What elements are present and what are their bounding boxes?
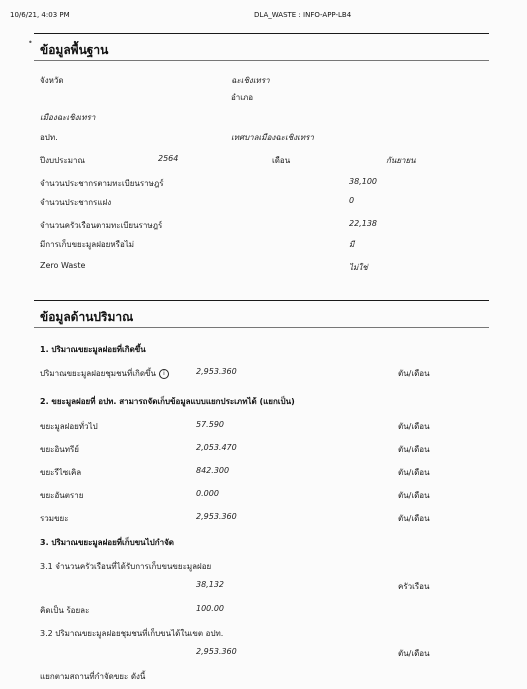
divider: [34, 33, 489, 34]
generated-waste-row: [40, 367, 169, 380]
waste-type-label: ขยะมูลฝอยทั่วไป: [40, 422, 98, 431]
collected-households-label: 3.1 จำนวนครัวเรือนที่ได้รับการเก็บขนขยะมูลฝอย: [40, 562, 212, 571]
disposal-site-label: แยกตามสถานที่กำจัดขยะ ดังนี้: [40, 672, 146, 681]
month-label: เดือน: [272, 156, 291, 165]
waste-type-label: ขยะอินทรีย์: [40, 445, 79, 454]
lao-label: อปท.: [40, 133, 58, 142]
district-value: เมืองฉะเชิงเทรา: [40, 113, 96, 122]
generated-waste-label: ปริมาณขยะมูลฝอยชุมชนที่เกิดขึ้น: [40, 369, 156, 378]
registered-pop-label: จำนวนประชากรตามทะเบียนราษฎร์: [40, 179, 164, 188]
waste-type-unit: ตัน/เดือน: [398, 468, 430, 477]
percent-label: คิดเป็น ร้อยละ: [40, 606, 90, 615]
collected-households-value: 38,132: [196, 580, 224, 589]
budget-year-value: 2564: [158, 154, 179, 163]
collected-waste-value: 2,953.360: [196, 647, 237, 656]
collected-waste-unit: ตัน/เดือน: [398, 649, 430, 658]
lao-value: เทศบาลเมืองฉะเชิงเทรา: [231, 133, 314, 142]
info-icon[interactable]: i: [159, 369, 169, 379]
basic-heading: ข้อมูลพื้นฐาน: [40, 43, 109, 57]
section-1-title: 1. ปริมาณขยะมูลฝอยที่เกิดขึ้น: [40, 345, 146, 354]
province-value: ฉะเชิงเทรา: [231, 76, 270, 85]
percent-value: 100.00: [196, 604, 224, 613]
hidden-pop-label: จำนวนประชากรแฝง: [40, 198, 112, 207]
generated-waste-unit: ตัน/เดือน: [398, 369, 430, 378]
collected-waste-label: 3.2 ปริมาณขยะมูลฝอยชุมชนที่เก็บขนได้ในเขต อปท.: [40, 629, 224, 638]
divider: [34, 327, 489, 328]
divider: [34, 300, 489, 301]
waste-type-label: ขยะอันตราย: [40, 491, 84, 500]
dot-mark: •: [28, 38, 33, 47]
district-label: อำเภอ: [231, 93, 254, 102]
generated-waste-value: 2,953.360: [196, 367, 237, 376]
print-title: DLA_WASTE : INFO-APP-LB4: [254, 11, 352, 19]
waste-type-value: 842.300: [196, 466, 230, 475]
section-3-title: 3. ปริมาณขยะมูลฝอยที่เก็บขนไปกำจัด: [40, 538, 174, 547]
fee-value: มี: [349, 240, 355, 249]
print-datetime: 10/6/21, 4:03 PM: [10, 11, 70, 19]
zero-waste-value: ไม่ใช่: [349, 263, 368, 272]
waste-type-unit: ตัน/เดือน: [398, 445, 430, 454]
divider: [34, 60, 489, 61]
waste-total-unit: ตัน/เดือน: [398, 514, 430, 523]
households-value: 22,138: [349, 219, 377, 228]
waste-type-value: 57.590: [196, 420, 224, 429]
province-label: จังหวัด: [40, 76, 64, 85]
households-label: จำนวนครัวเรือนตามทะเบียนราษฎร์: [40, 221, 163, 230]
collected-households-unit: ครัวเรือน: [398, 582, 430, 591]
budget-year-label: ปีงบประมาณ: [40, 156, 85, 165]
waste-type-value: 0.000: [196, 489, 219, 498]
quantity-heading: ข้อมูลด้านปริมาณ: [40, 310, 134, 324]
zero-waste-label: Zero Waste: [40, 261, 86, 270]
registered-pop-value: 38,100: [349, 177, 377, 186]
waste-type-label: ขยะรีไซเคิล: [40, 468, 82, 477]
waste-total-label: รวมขยะ: [40, 514, 69, 523]
hidden-pop-value: 0: [349, 196, 355, 205]
month-value: กันยายน: [386, 156, 416, 165]
waste-type-unit: ตัน/เดือน: [398, 491, 430, 500]
waste-type-unit: ตัน/เดือน: [398, 422, 430, 431]
fee-label: มีการเก็บขยะมูลฝอยหรือไม่: [40, 240, 135, 249]
waste-type-value: 2,053.470: [196, 443, 237, 452]
section-2-title: 2. ขยะมูลฝอยที่ อปท. สามารถจัดเก็บข้อมูลแบบแยกประเภทได้ (แยกเป็น): [40, 397, 295, 406]
waste-total-value: 2,953.360: [196, 512, 237, 521]
